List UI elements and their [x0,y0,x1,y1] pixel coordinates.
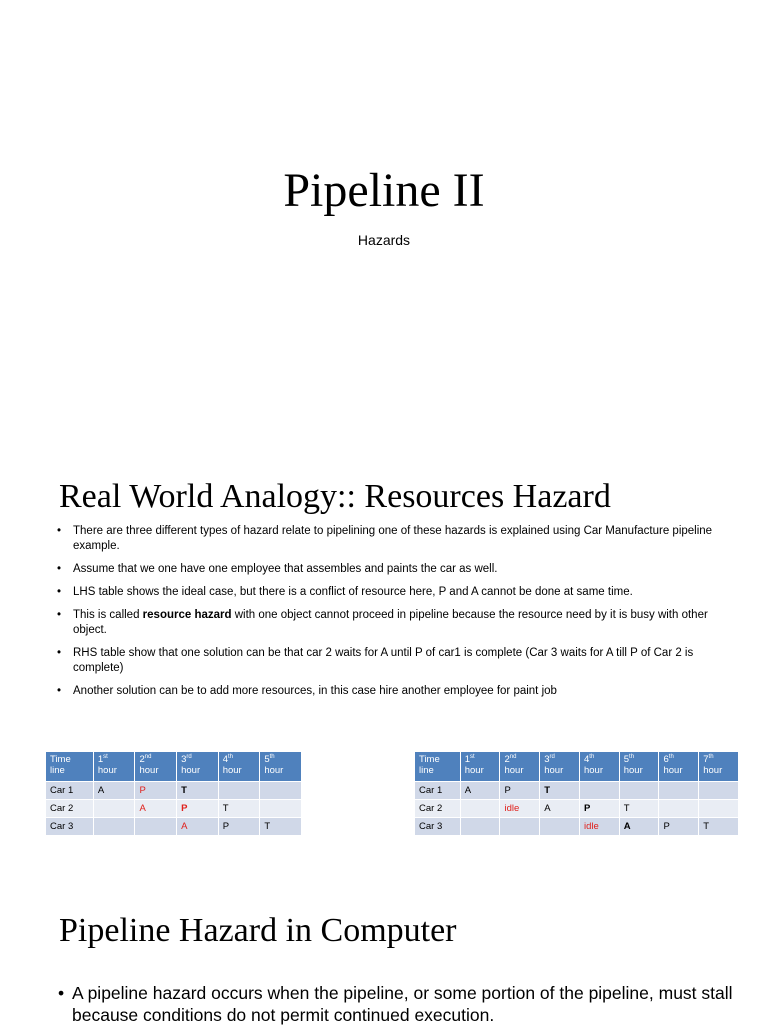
table-cell: A [93,782,135,800]
table-cell: T [177,782,219,800]
bullet-text: RHS table show that one solution can be that car 2 waits for A until P of car1 is complete (Car 3 waits for A till P of Car 2 is complete) [73,647,694,674]
header-hour-2: 2nd hour [135,752,177,782]
table-cell [500,818,540,836]
bullet-text: There are three different types of hazard relate to pipelining one of these hazards is explained using Car Manufacture pipeline example. [73,525,713,552]
table-cell [699,782,739,800]
row-label: Car 1 [46,782,94,800]
bullet-item [57,684,727,699]
header-hour-5: 5th hour [619,752,659,782]
table-header-row [46,752,302,782]
table-header-row [415,752,739,782]
row-label: Car 2 [46,800,94,818]
bullet-dot-icon: • [57,525,62,537]
table-cell [579,782,619,800]
bullet-dot-icon: • [57,586,62,598]
header-hour-2: 2nd hour [500,752,540,782]
table-cell: P [177,800,219,818]
table-cell: idle [579,818,619,836]
header-hour-4: 4th hour [579,752,619,782]
table-cell [460,818,500,836]
table-cell [260,782,302,800]
table-cell: P [135,782,177,800]
table-cell: A [135,800,177,818]
table-cell: P [579,800,619,818]
bullet-text: Another solution can be to add more resources, in this case hire another employee for paint job [73,685,557,697]
bullet-text: LHS table shows the ideal case, but there is a conflict of resource here, P and A cannot be done at same time. [73,586,633,598]
slide1-title: Pipeline II [283,164,485,217]
header-time-line: Time line [46,752,94,782]
table-cell: A [460,782,500,800]
table-row [415,818,739,836]
bullet-item [57,585,727,600]
bullet-text: Assume that we one have one employee that assembles and paints the car as well. [73,563,498,575]
table-cell [659,782,699,800]
bullet-dot-icon: • [57,609,62,621]
table-cell: T [699,818,739,836]
table-cell [619,782,659,800]
slide3-title: Pipeline Hazard in Computer [59,912,457,949]
table-cell: T [619,800,659,818]
table-cell [260,800,302,818]
table-row [46,782,302,800]
bullet-text-bold: resource hazard [142,609,232,621]
table-cell [218,782,260,800]
bullet-item [57,608,727,638]
bullet-item [58,982,738,1026]
table-row [415,800,739,818]
bullet-item [57,524,727,554]
table-cell: A [540,800,580,818]
table-row [415,782,739,800]
table-cell: A [619,818,659,836]
stalled-pipeline-table [414,751,739,836]
header-hour-4: 4th hour [218,752,260,782]
header-hour-7: 7th hour [699,752,739,782]
table-cell [540,818,580,836]
bullet-text-end: with one object cannot proceed in pipeline because the resource need by it is busy with other object. [73,609,708,636]
table-cell: P [500,782,540,800]
header-hour-6: 6th hour [659,752,699,782]
bullet-item [57,562,727,577]
bullet-text: A pipeline hazard occurs when the pipeline, or some portion of the pipeline, must stall because conditions do not permit continued execution. [72,983,733,1025]
slide1-subtitle: Hazards [357,232,411,248]
row-label: Car 2 [415,800,461,818]
table-cell: idle [500,800,540,818]
table-cell [135,818,177,836]
header-hour-1: 1st hour [460,752,500,782]
table-cell: T [218,800,260,818]
bullet-dot-icon: • [57,563,62,575]
bullet-text-start: This is called [73,609,143,621]
table-cell [93,800,135,818]
table-cell [460,800,500,818]
ideal-pipeline-table [45,751,302,836]
table-row [46,818,302,836]
table-row [46,800,302,818]
table-cell [659,800,699,818]
table-cell: T [260,818,302,836]
slide2-title: Real World Analogy:: Resources Hazard [59,478,611,515]
table-cell: P [218,818,260,836]
table-cell: T [540,782,580,800]
table-cell [699,800,739,818]
table-cell: P [659,818,699,836]
row-label: Car 3 [46,818,94,836]
bullet-dot-icon: • [57,685,62,697]
row-label: Car 1 [415,782,461,800]
table-cell [93,818,135,836]
bullet-item [57,646,727,676]
header-hour-5: 5th hour [260,752,302,782]
header-hour-3: 3rd hour [177,752,219,782]
header-time-line: Time line [415,752,461,782]
bullet-dot-icon: • [58,983,65,1003]
header-hour-3: 3rd hour [540,752,580,782]
slide3-bullet-list [58,982,738,1026]
table-cell: A [177,818,219,836]
row-label: Car 3 [415,818,461,836]
slide2-bullet-list [57,524,727,707]
bullet-dot-icon: • [57,647,62,659]
header-hour-1: 1st hour [93,752,135,782]
